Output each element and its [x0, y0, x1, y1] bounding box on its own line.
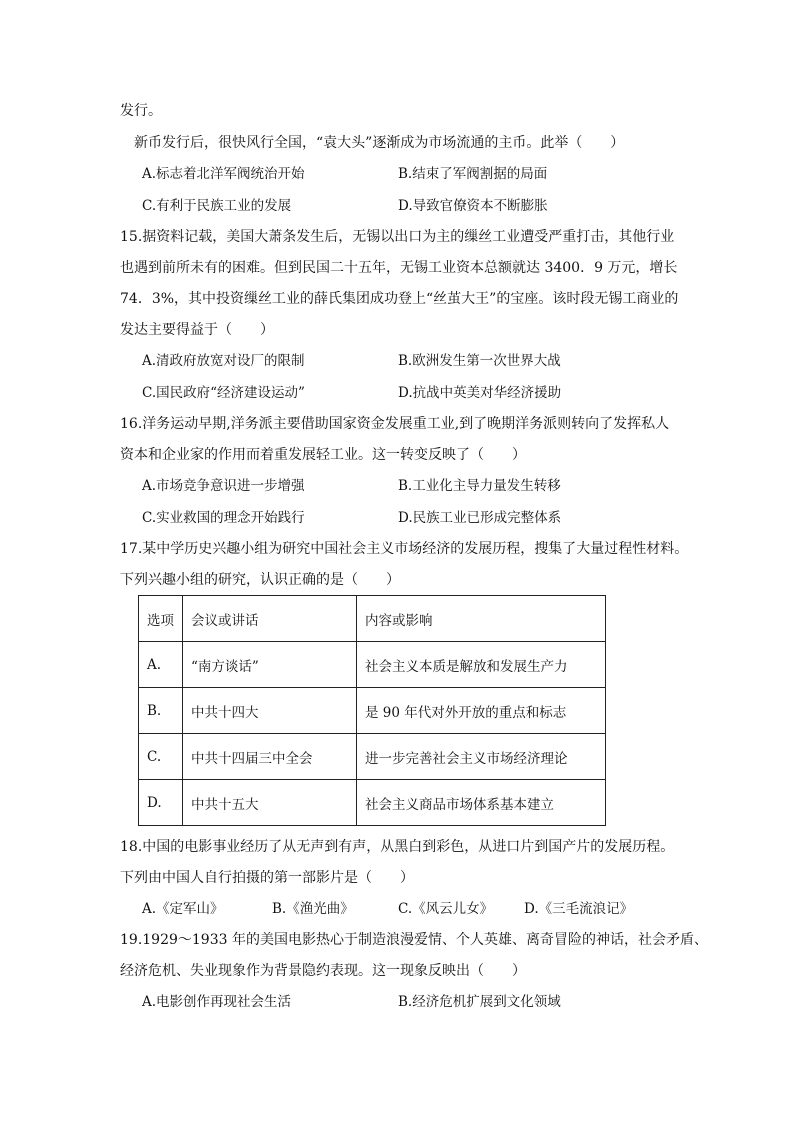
table-cell: 社会主义商品市场体系基本建立 — [357, 780, 606, 826]
table-cell: C. — [139, 734, 183, 780]
q15-stem-line3: 74．3%，其中投资缫丝工业的薛氏集团成功登上“丝茧大王”的宝座。该时段无锡工商业的 — [120, 291, 679, 307]
table-cell: “南方谈话” — [183, 642, 357, 688]
table-cell: A. — [139, 642, 183, 688]
table-cell: 是 90 年代对外开放的重点和标志 — [357, 688, 606, 734]
q14-option-b[interactable]: B.结束了军阀割据的局面 — [398, 166, 548, 182]
q17-stem-line1: 17.某中学历史兴趣小组为研究中国社会主义市场经济的发展历程，搜集了大量过程性材料。 — [120, 541, 689, 557]
q14-tail-text: 发行。 — [120, 103, 162, 119]
table-cell: 社会主义本质是解放和发展生产力 — [357, 642, 606, 688]
table-cell: D. — [139, 780, 183, 826]
table-row[interactable] — [139, 780, 606, 826]
q19-option-a[interactable]: A.电影创作再现社会生活 — [142, 994, 292, 1010]
table-header-cell: 内容或影响 — [357, 596, 606, 642]
q15-option-d[interactable]: D.抗战中英美对华经济援助 — [398, 385, 562, 401]
q15-stem-line2: 也遇到前所未有的困难。但到民国二十五年，无锡工业资本总额就达 3400．9 万元，增长 — [120, 260, 678, 276]
table-cell: 中共十五大 — [183, 780, 357, 826]
q18-stem-line2: 下列由中国人自行拍摄的第一部影片是（ ） — [120, 870, 414, 886]
q16-option-d[interactable]: D.民族工业已形成完整体系 — [398, 510, 562, 526]
q17-options-table — [138, 595, 606, 826]
q18-option-a[interactable]: A.《定军山》 — [142, 901, 224, 917]
table-row[interactable] — [139, 642, 606, 688]
q17-stem-line2: 下列兴趣小组的研究，认识正确的是（ ） — [120, 572, 400, 588]
q15-option-b[interactable]: B.欧洲发生第一次世界大战 — [398, 353, 561, 369]
table-cell: 进一步完善社会主义市场经济理论 — [357, 734, 606, 780]
q16-stem-line2: 资本和企业家的作用而着重发展轻工业。这一转变反映了（ ） — [120, 447, 526, 463]
q14-option-d[interactable]: D.导致官僚资本不断膨胀 — [398, 198, 548, 214]
q19-stem-line1: 19.1929～1933 年的美国电影热心于制造浪漫爱情、个人英雄、离奇冒险的神话，社会矛盾、 — [120, 932, 708, 948]
q18-option-b[interactable]: B.《渔光曲》 — [272, 901, 354, 917]
table-cell: 中共十四大 — [183, 688, 357, 734]
q19-option-b[interactable]: B.经济危机扩展到文化领域 — [398, 994, 561, 1010]
q19-stem-line2: 经济危机、失业现象作为背景隐约表现。这一现象反映出（ ） — [120, 963, 526, 979]
q16-option-c[interactable]: C.实业救国的理念开始践行 — [142, 510, 305, 526]
q15-stem-line1: 15.据资料记载，美国大萧条发生后，无锡以出口为主的缫丝工业遭受严重打击，其他行业 — [120, 229, 675, 245]
table-row[interactable] — [139, 688, 606, 734]
table-cell: B. — [139, 688, 183, 734]
q16-option-b[interactable]: B.工业化主导力量发生转移 — [398, 478, 561, 494]
q18-option-d[interactable]: D.《三毛流浪记》 — [524, 901, 634, 917]
q15-option-a[interactable]: A.清政府放宽对设厂的限制 — [142, 353, 305, 369]
q16-option-a[interactable]: A.市场竞争意识进一步增强 — [142, 478, 305, 494]
table-header-cell: 会议或讲话 — [183, 596, 357, 642]
table-header-row — [139, 596, 606, 642]
table-row[interactable] — [139, 734, 606, 780]
q18-stem-line1: 18.中国的电影事业经历了从无声到有声，从黑白到彩色，从进口片到国产片的发展历程。 — [120, 839, 675, 855]
q15-option-c[interactable]: C.国民政府“经济建设运动” — [142, 385, 305, 401]
q14-stem: 新币发行后，很快风行全国，“袁大头”逐渐成为市场流通的主币。此举（ ） — [134, 135, 625, 151]
q18-option-c[interactable]: C.《风云儿女》 — [398, 901, 494, 917]
table-cell: 中共十四届三中全会 — [183, 734, 357, 780]
q16-stem-line1: 16.洋务运动早期,洋务派主要借助国家资金发展重工业,到了晚期洋务派则转向了发挥私人 — [120, 416, 670, 432]
q15-stem-line4: 发达主要得益于（ ） — [120, 322, 274, 338]
q14-option-a[interactable]: A.标志着北洋军阀统治开始 — [142, 166, 305, 182]
q14-option-c[interactable]: C.有利于民族工业的发展 — [142, 198, 292, 214]
table-header-cell: 选项 — [139, 596, 183, 642]
